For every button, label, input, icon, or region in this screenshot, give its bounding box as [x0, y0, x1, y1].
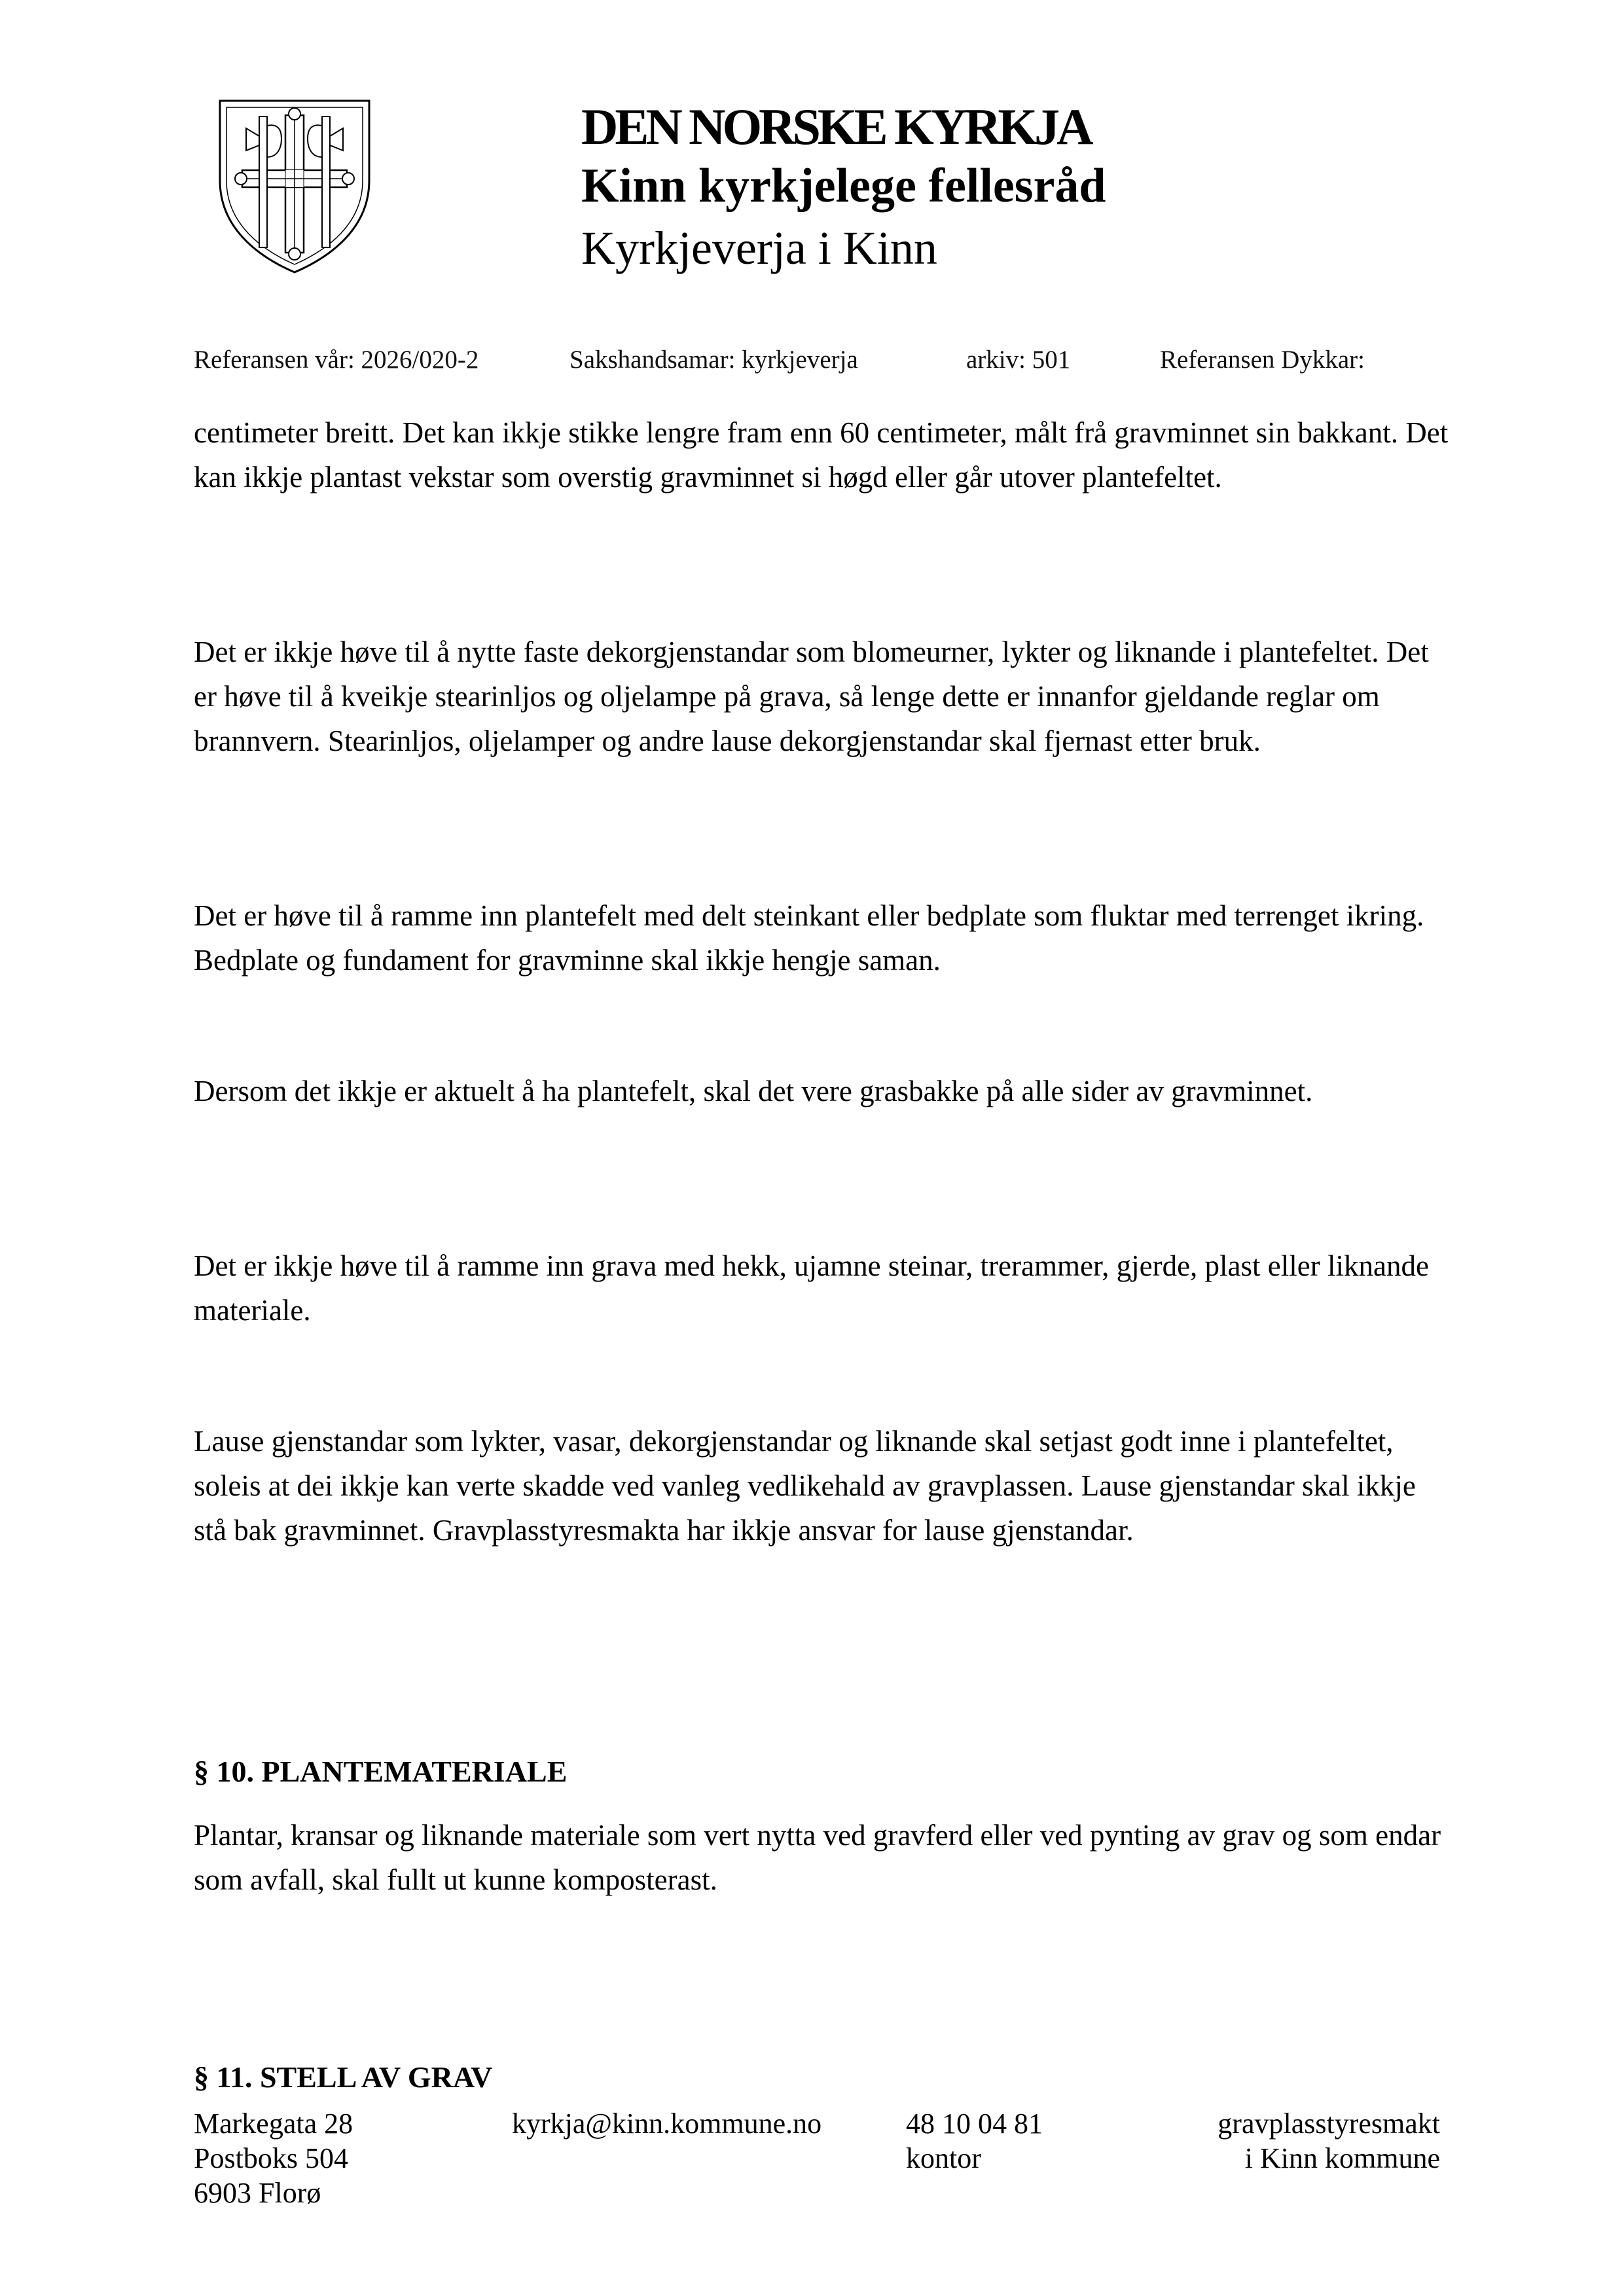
paragraph-1: centimeter breitt. Det kan ikkje stikke lengre fram enn 60 centimeter, målt frå gravminnet sin bakkant. Det kan ikkje plantast vekstar som overstig gravminnet si høgd eller går utover plantefeltet.	[194, 416, 1449, 493]
reference-line	[0, 345, 1624, 378]
organisation-name: DEN NORSKE KYRKJA	[581, 98, 1091, 155]
office-name: Kyrkjeverja i Kinn	[581, 222, 937, 274]
archive-code: arkiv: 501	[966, 346, 1071, 374]
paragraph-4: Dersom det ikkje er aktuelt å ha plantefelt, skal det vere grasbakke på alle sider av gravminnet.	[194, 1075, 1313, 1107]
council-name: Kinn kyrkjelege fellesråd	[581, 159, 1106, 213]
paragraph-2: Det er ikkje høve til å nytte faste dekorgjenstandar som blomeurner, lykter og liknande i plantefeltet. Det er høve til å kveikje stearinljos og oljelampe på grava, så lenge dette er innanfor gjeldande reglar om brannvern. Stearinljos, oljelamper og andre lause dekorgjenstandar skal fjernast etter bruk.	[194, 636, 1429, 757]
footer-authority-line-1: gravplasstyresmakt	[1218, 2108, 1440, 2140]
paragraph-3: Det er høve til å ramme inn plantefelt med delt steinkant eller bedplate som fluktar med terrenget ikring. Bedplate og fundament for gravminne skal ikkje hengje saman.	[194, 899, 1424, 977]
our-reference: Referansen vår: 2026/020-2	[194, 346, 479, 374]
footer-authority-line-2: i Kinn kommune	[1244, 2142, 1440, 2174]
paragraph-7: Plantar, kransar og liknande materiale som vert nytta ved gravferd eller ved pynting av grav og som endar som avfall, skal fullt ut kunne komposterast.	[194, 1819, 1441, 1896]
footer-phone-label: kontor	[906, 2142, 981, 2174]
footer-city: 6903 Florø	[194, 2177, 321, 2209]
letterhead	[581, 98, 1106, 280]
paragraph-6: Lause gjenstandar som lykter, vasar, dekorgjenstandar og liknande skal setjast godt inne i plantefeltet, soleis at dei ikkje kan verte skadde ved vanleg vedlikehald av gravplassen. Lause gjenstandar skal ikkje stå bak gravminnet. Gravplasstyresmakta har ikkje ansvar for lause gjenstandar.	[194, 1425, 1416, 1547]
footer-email-col	[512, 2106, 821, 2141]
paragraph-5: Det er ikkje høve til å ramme inn grava med hekk, ujamne steinar, trerammer, gjerde, plast eller liknande materiale.	[194, 1249, 1429, 1327]
section-10-heading: § 10. PLANTEMATERIALE	[194, 1755, 568, 1788]
footer-phone: 48 10 04 81	[906, 2108, 1043, 2140]
footer-street: Markegata 28	[194, 2108, 353, 2140]
footer-pobox: Postboks 504	[194, 2142, 348, 2174]
footer-authority	[1172, 2106, 1440, 2176]
your-reference: Referansen Dykkar:	[1160, 346, 1365, 374]
footer-address	[194, 2106, 353, 2210]
church-shield-logo	[216, 97, 373, 275]
footer-phone-col	[906, 2106, 1043, 2176]
case-officer: Sakshandsamar: kyrkjeverja	[569, 346, 858, 374]
footer-email[interactable]: kyrkja@kinn.kommune.no	[512, 2108, 822, 2140]
section-11-heading: § 11. STELL AV GRAV	[194, 2060, 493, 2094]
footer	[0, 2106, 1624, 2237]
